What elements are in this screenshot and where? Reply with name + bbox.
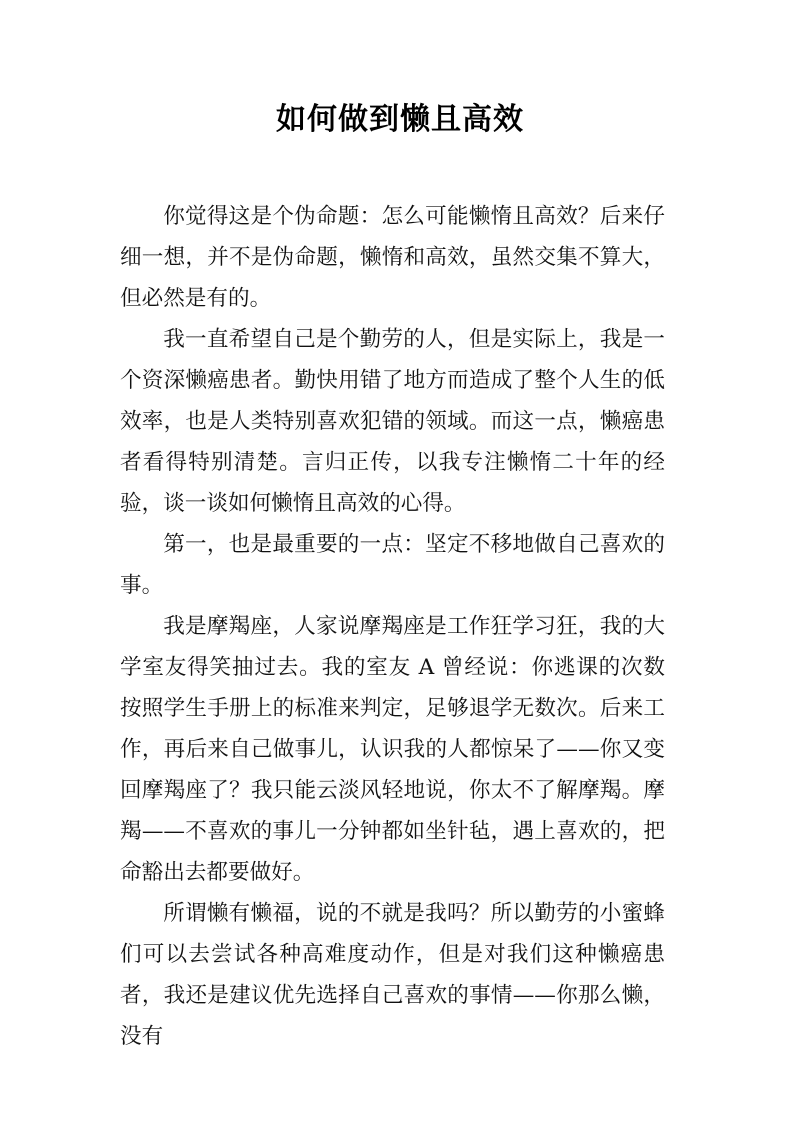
document-title: 如何做到懒且高效 [276, 102, 524, 137]
paragraph: 我一直希望自己是个勤劳的人，但是实际上，我是一个资深懒癌患者。勤快用错了地方而造成了整个人生的低效率，也是人类特别喜欢犯错的领域。而这一点，懒癌患者看得特别清楚。言归正传，以我专注懒惰二十年的经验，谈一谈如何懒惰且高效的心得。 [120, 327, 665, 516]
paragraph: 你觉得这是个伪命题：怎么可能懒惰且高效？后来仔细一想，并不是伪命题，懒惰和高效，虽然交集不算大，但必然是有的。 [120, 204, 665, 311]
paragraph: 所谓懒有懒福，说的不就是我吗？所以勤劳的小蜜蜂们可以去尝试各种高难度动作，但是对我们这种懒癌患者，我还是建议优先选择自己喜欢的事情——你那么懒，没有 [120, 901, 665, 1049]
paragraph: 第一，也是最重要的一点：坚定不移地做自己喜欢的事。 [120, 532, 665, 598]
document-body [120, 196, 665, 1057]
paragraph: 我是摩羯座，人家说摩羯座是工作狂学习狂，我的大学室友得笑抽过去。我的室友 A 曾经说：你逃课的次数按照学生手册上的标准来判定，足够退学无数次。后来工作，再后来自己做事儿，认识我的人都惊呆了——你又变回摩羯座了？我只能云淡风轻地说，你太不了解摩羯。摩羯——不喜欢的事儿一分钟都如坐针毡，遇上喜欢的，把命豁出去都要做好。 [120, 614, 665, 885]
